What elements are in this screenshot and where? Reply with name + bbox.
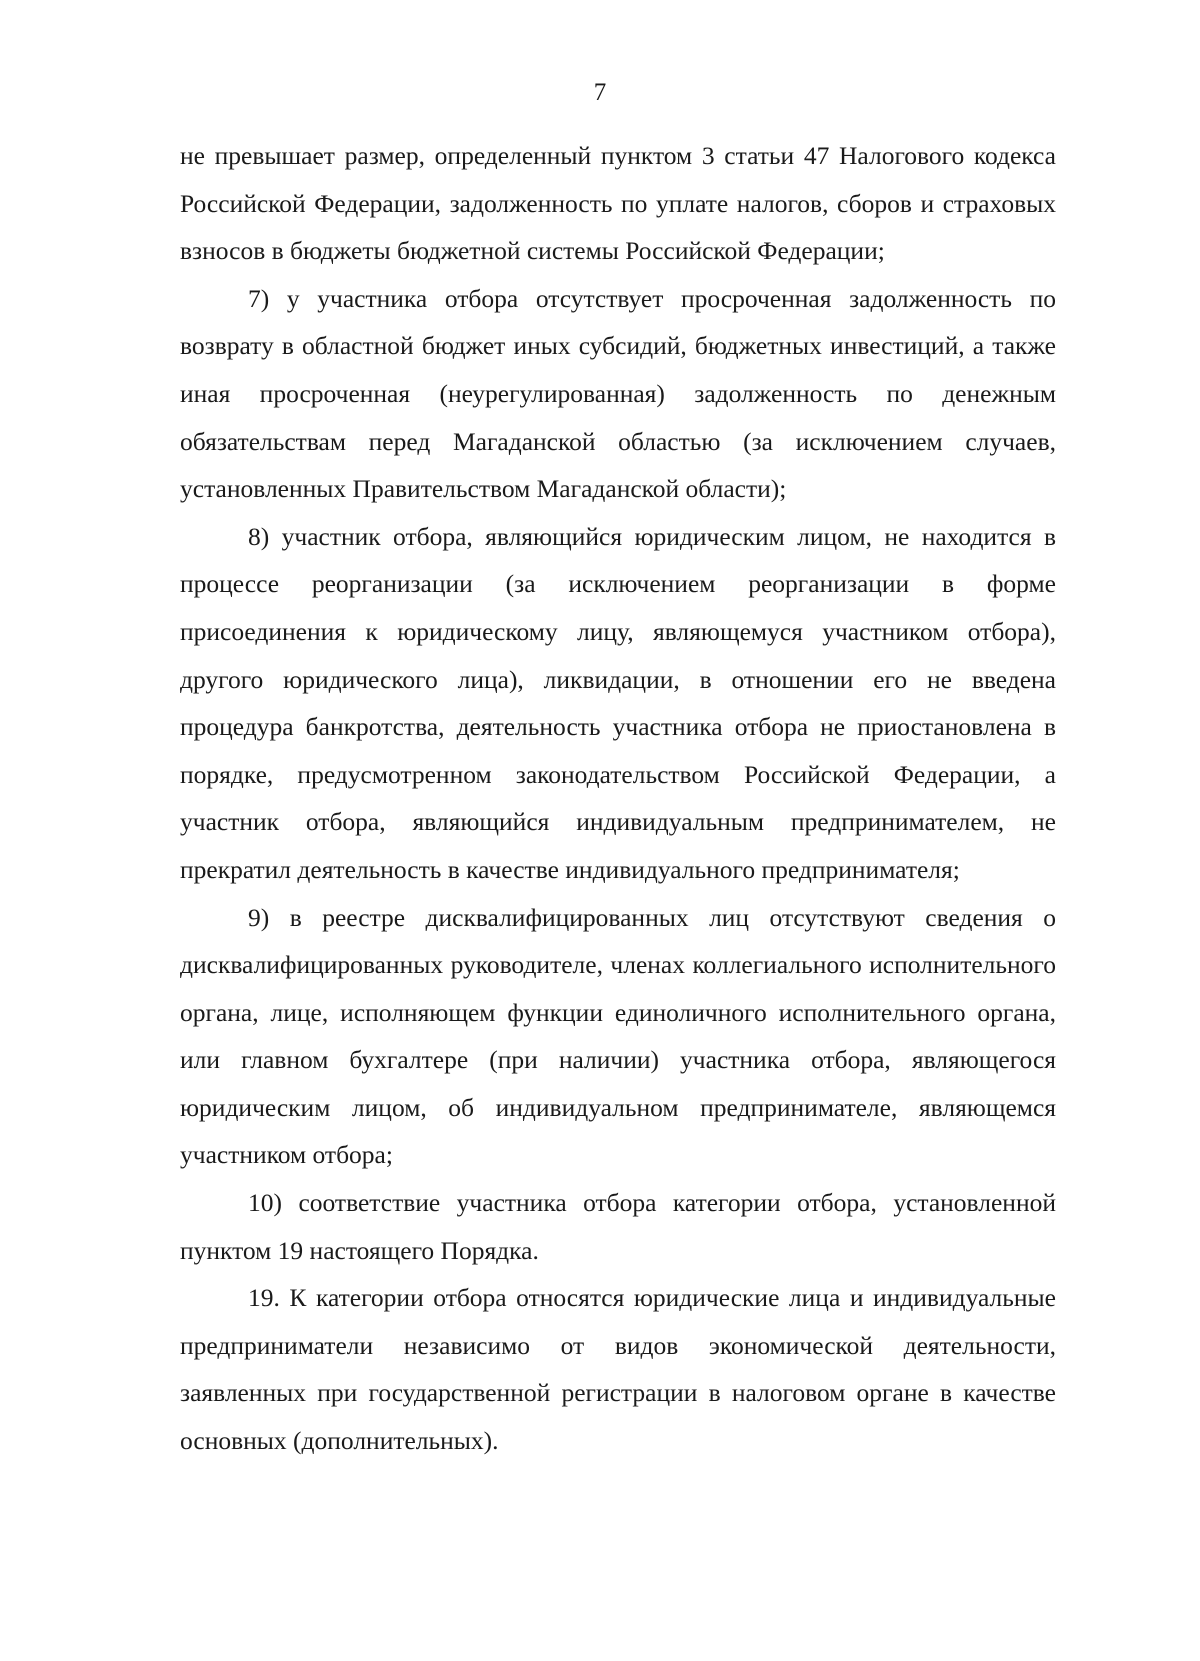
paragraph-section-19: 19. К категории отбора относятся юридические лица и индивидуальные предприниматели независимо от видов экономической деятельности, заявленных при государственной регистрации в налоговом органе в качестве основных (дополнительных). bbox=[180, 1283, 1056, 1456]
paragraph-item-8: 8) участник отбора, являющийся юридическим лицом, не находится в процессе реорганизации (за исключением реорганизации в форме присоединения к юридическому лицу, являющемуся участником отбора), другого юридического лица), ликвидации, в отношении его не введена процедура банкротства, деятельность участника отбора не приостановлена в порядке, предусмотренном законодательством Российской Федерации, а участник отбора, являющийся индивидуальным предпринимателем, не прекратил деятельность в качестве индивидуального предпринимателя; bbox=[180, 521, 1056, 884]
page-number: 7 bbox=[593, 79, 607, 106]
paragraph-continuation: не превышает размер, определенный пунктом 3 статьи 47 Налогового кодекса Российской Федерации, задолженность по уплате налогов, сборов и страховых взносов в бюджеты бюджетной системы Российской Федерации; bbox=[180, 141, 1056, 266]
document-body bbox=[180, 132, 1056, 1465]
paragraph-item-10: 10) соответствие участника отбора категории отбора, установленной пунктом 19 настоящего Порядка. bbox=[180, 1188, 1056, 1265]
paragraph-item-9: 9) в реестре дисквалифицированных лиц отсутствуют сведения о дисквалифицированных руководителе, членах коллегиального исполнительного органа, лице, исполняющем функции единоличного исполнительного органа, или главном бухгалтере (при наличии) участника отбора, являющегося юридическим лицом, об индивидуальном предпринимателе, являющемся участником отбора; bbox=[180, 902, 1056, 1170]
paragraph-item-7: 7) у участника отбора отсутствует просроченная задолженность по возврату в областной бюджет иных субсидий, бюджетных инвестиций, а также иная просроченная (неурегулированная) задолженность по денежным обязательствам перед Магаданской областью (за исключением случаев, установленных Правительством Магаданской области); bbox=[180, 283, 1056, 504]
